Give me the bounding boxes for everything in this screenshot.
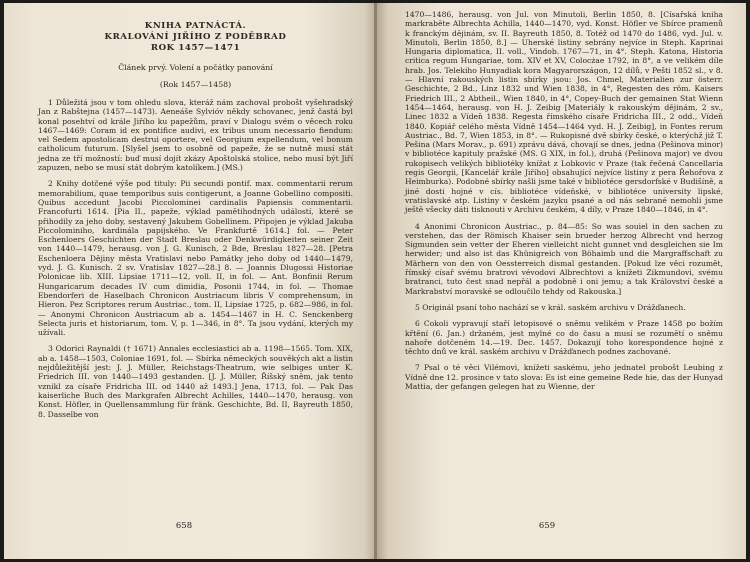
footnote: 1 Důležitá jsou v tom ohledu slova, kteráž nám zachoval probošt vyšehradský Jan z Rabštejna (1457—1473). Aeneáše Sylvióv někdy schovanec, jenž častá byl konal posehtví od krále Jiřího ku papežům, praví v Dialogu svém o věcech roku 1467—1469: Coram id ex pontifice audivi, ex tribus unum necessario fiendum: vel Sedem apostolicam destrui oportere, vel Georgium expellendum, vel bonum catholicum futurum. [Slyšel jsem to osobně od papeže, že se nutně musí stát jedna ze tří možností: buď musí dojít zkázy Apoštolská stolice, nebo musí být Jiří zapuzen, nebo se musí stát dobrým katolíkem.] (MS.) — [38, 98, 353, 173]
left-page-text — [38, 21, 353, 419]
year-range: (Rok 1457—1458) — [159, 79, 232, 89]
book-spread — [4, 3, 746, 559]
chapter-subtitle: Článek prvý. Volení a počátky panování — [118, 63, 273, 72]
footnote: 7 Psal o té věci Vilémovi, knížeti saskému, jeho jednatel probošt Leubing z Vídně dne 12. prosince v tato slova: Es ist eine gemeine Rede hie, das der Hunyad Mattia, der gefangen gelegen hat zu Wienne, der — [405, 363, 723, 391]
footnote: 3 Odorici Raynaldi († 1671) Annales ecclesiastici ab a. 1198—1565. Tom. XIX, ab a. 1458—1503, Coloniae 1691, fol. — Sbírka německých souvěkých akt a listin nejdůležitější jest: J. J. Müller, Reichstags-Theatrum, wie selbiges unter K. Friedrich III. von 1440—1493 gestanden. [J. J. Müller, Říšský sněm, jak tento vznikl za císaře Fridricha III. od 1440 až 1493.] Jena, 1713, fol. — Pak Das kaiserliche Buch des Markgrafen Albrecht Achilles, 1440—1470, herausg. von Konst. Höfler, in Quellensammlung für fränk. Geschichte, Bd. II, Bayreuth 1850, 8. Dasselbe von — [38, 344, 353, 419]
heading-line: ROK 1457—1471 — [150, 43, 241, 53]
right-page — [377, 3, 746, 559]
page-number: 658 — [175, 521, 193, 531]
footnote: 1470—1486, herausg. von Jul. von Minutoli, Berlin 1850, 8. [Císařská kniha markraběte Albrechta Achilla, 1440—1470, vyd. Konst. Höfler ve Sbírce pramenů k franckým dějinám, sv. II. Bayreuth 1850, 8. Totéž od 1470 do 1486, vyd. Jul. v. Minutoli, Berlin 1850, 8.] — Uherské listiny sebrány nejvíce in Steph. Kaprinai Hungaria diplomatica, II. voll., Vindob. 1767—71, in 4°. Steph. Katona, Historia critica regum Hungariae, tom. XIV et XV, Colocżae 1792, in 8°, a ve velikém díle hrab. Jos. Telekiho Hunyadiak kora Magyarországon, 12 dílů, v Pešti 1852 sl., v 8. — Hlavní rakouských listin sbírky jsou: Jos. Chmel, Materialien zur österr. Geschichte, 2 Bd., Linz 1832 und Wien 1838, in 4°, Regesten des röm. Kaisers Friedrich III., 2 Abtheil., Wien 1840, in 4°, Copey-Buch der gemainen Stat Wienn 1454—1464, herausg. von H. J. Zeibig [Materiály k rakouským dějinám, 2 sv., Linec 1832 a Vídeň 1838. Regesta římského císaře Fridricha III., 2 odd., Vídeň 1840. Kopiář celého města Vídně 1454—1464 vyd. H. J. Zeibig], in Fontes rerum Austriac., Bd. 7, Wien 1853, in 8°. — Rukopisné dvě sbírky české, o kterýchž již T. Pešina (Mars Morav., p. 691) zprávu dává, chovají se dnes, jedna (Pešinova minor) v bibliotéce kapituly pražské (MS. G XIX, in fol.), druhá (Pešinova major) ve dvou rukopisech velikých bibliotéky knížat z Lobkovic v Praze (tak řečená Cancellaria regis Georgii, [Kancelář krále Jiřího] obsahující nejvíce listiny z pera Řehořova z Heimburka). Podobné sbírky našli jsme také v bibliotéce gersdorfské v Budišíně, a jiné dosti hojné v cís. bibliotéce vídeňské, v bibliotéce university lipské, vratislavské atp. Listiny v českém jazyku psané a od nás sebrané nemohli jsme ještě všecky dáti tisknouti v Archivu českém, 4 díly, v Praze 1840—1846, in 4°. — [405, 10, 723, 215]
right-page-text — [405, 10, 723, 391]
footnote: 5 Originál psaní toho nachází se v král. saském archivu v Drážďanech. — [415, 302, 686, 312]
footnote: 6 Cokoli vypravují staří letopisové o sněmu velikém v Praze 1458 po božím křtění (6. Jan.) držaném, jest mylné co do času a musí se rozumětí o sněmu nahoře dotčeném 14.—19. Dec. 1457. Dokazují toho korespondence hojné z těchto dnů ve král. saském archivu v Drážďanech podnes zachované. — [405, 319, 723, 357]
left-page — [4, 3, 376, 559]
heading-line: KNIHA PATNÁCTÁ. — [144, 21, 247, 31]
footnote: 2 Knihy dotčené výše pod tituly: Pii secundi pontif. max. commentarii rerum memorabilium, quae temporibus suis contigerunt, a Joanne Gobellino compositi. Quibus accedunt Jacobi Piccolominei cardinalis Papiensis commentarii. Francofurti 1614. [Pia II., papeže, výklad pamětihodných událostí, které se přihodily za jeho doby, sestavený Jakubem Gobellinem. Připojen je výklad Jakuba Piccolominiho, kardinála papijského. Ve Frankfurtě 1614.] fol. — Peter Eschenloers Geschichten der Stadt Breslau oder Denkwürdigkeiten seiner Zeit von 1440—1479, herausg. von J. G. Kunisch, 2 Bde, Breslau 1827—28. [Petra Eschenloera Dějiny města Vratislavi nebo Památky jeho doby od 1440—1479, vyd. J. G. Kunisch. 2 sv. Vratislav 1827—28.] 8. — Joannis Dlugossi Historiae Polonicae lib. XIII. Lipsiae 1711—12, voll. II, in fol. — Ant. Bonfinii Rerum Hungaricarum decades IV cum dimidia, Posonii 1744, in fol. — Thomae Ebendorferi de Haselbach Chronicon Austriacum libris V comprehensum, in Hieron. Pez Scriptores rerum Austriac., tom. II, Lipsiae 1725, p. 682—986, in fol. — Anonymi Chronicon Austriacum ab a. 1454—1467 in H. C. Senckenberg Selecta juris et historiarum, tom. V, p. 1—346, in 8°. Ta jsou vydání, kterých my užívali. — [38, 179, 353, 338]
footnote: 4 Anonimi Chronicon Austriac., p. 84—85: So was souiel in den sachen zu verstehen, das der Römisch Khaiser sein brueder herzog Albrecht vnd herzog Sigmunden sein vetter der Eheren vielleicht nicht gunnet vnd desgleichen sie Im herwider; und also ist das Khünigreich von Böhaimb und die Margraffschaft zu Märhern von den von Oessterreich dismal gestanden. [Pokud lze věci rozumět, římský císař svému bratrovi vévodovi Albrechtovi a knížeti Zikmundovi, svému bratranci, tuto čest snad nepřál a podobně i oni jemu; a tak Království české a Markrabství moravské se odloučilo tehdy od Rakouska.] — [405, 221, 723, 296]
page-number: 659 — [538, 521, 556, 531]
book-heading — [38, 21, 353, 54]
heading-line: KRALOVÁNÍ JIŘÍHO Z PODĚBRAD — [104, 32, 287, 42]
